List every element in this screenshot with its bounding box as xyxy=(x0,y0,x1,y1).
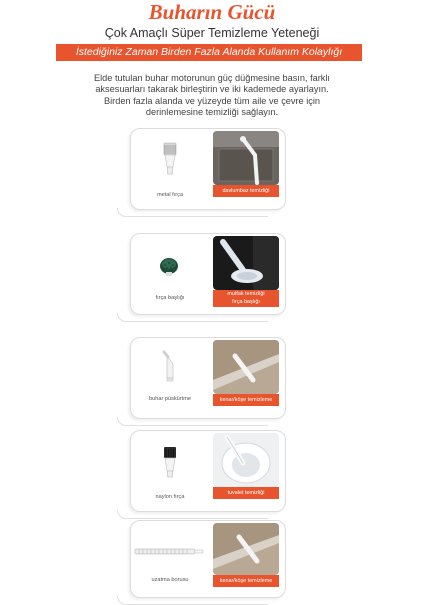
accessory-label: naylon fırça xyxy=(155,494,185,500)
accessory-area xyxy=(131,521,209,601)
description-line: aksesuarları takarak birleştirin ve iki kademede ayarlayın. xyxy=(95,84,329,95)
brush-head-icon xyxy=(131,234,209,294)
usage-photo xyxy=(213,236,279,290)
accessory-card-brush-head xyxy=(130,233,286,315)
accessory-area xyxy=(131,129,209,209)
usage-photo xyxy=(213,433,279,487)
description-line: Birden fazla alanda ve yüzeyde tüm aile ve çevre için xyxy=(103,95,321,106)
page-title: Buharın Gücü xyxy=(148,0,276,24)
usage-label-line: davlumbaz temizliği xyxy=(222,188,270,194)
accessory-card-steam-nozzle xyxy=(130,337,286,419)
metal-brush-icon xyxy=(131,129,209,189)
steam-nozzle-icon xyxy=(131,338,209,398)
accessory-label: fırça başlığı xyxy=(155,295,185,301)
usage-photo xyxy=(213,340,279,394)
usage-label-line: fırça başlığı xyxy=(232,298,260,305)
usage-label-line: tuvalet temizliği xyxy=(227,490,265,496)
accessory-label: metal fırça xyxy=(156,192,184,198)
usage-label xyxy=(213,575,279,587)
description-line: derinlemesine temizliği sağlayın. xyxy=(145,107,279,118)
accessory-area xyxy=(131,338,209,418)
accessory-area xyxy=(131,234,209,314)
description xyxy=(60,73,364,119)
extension-tube-icon xyxy=(131,521,209,581)
accessory-label: uzatma borusu xyxy=(151,577,189,583)
usage-label xyxy=(213,290,279,307)
usage-label xyxy=(213,487,279,499)
usage-label-line: kenar/köşe temizleme xyxy=(219,578,273,584)
usage-label xyxy=(213,185,279,197)
page-subtitle: Çok Amaçlı Süper Temizleme Yeteneği xyxy=(104,26,320,40)
usage-label-line: mutfak temizliği xyxy=(227,291,265,297)
feature-banner: İstediğiniz Zaman Birden Fazla Alanda Kullanım Kolaylığı xyxy=(56,44,362,61)
accessory-label: buhar püskürtme xyxy=(149,396,191,402)
usage-photo xyxy=(213,131,279,185)
accessory-card-extension-tube xyxy=(130,520,286,598)
accessory-card-nylon-brush xyxy=(130,430,286,512)
usage-photo xyxy=(213,523,279,575)
nylon-brush-icon xyxy=(131,431,209,491)
accessory-card-metal-brush xyxy=(130,128,286,210)
usage-label-line: kenar/köşe temizleme xyxy=(219,397,273,403)
usage-label xyxy=(213,394,279,406)
description-line: Elde tutulan buhar motorunun güç düğmesine basın, farklı xyxy=(94,73,330,83)
accessory-area xyxy=(131,431,209,511)
